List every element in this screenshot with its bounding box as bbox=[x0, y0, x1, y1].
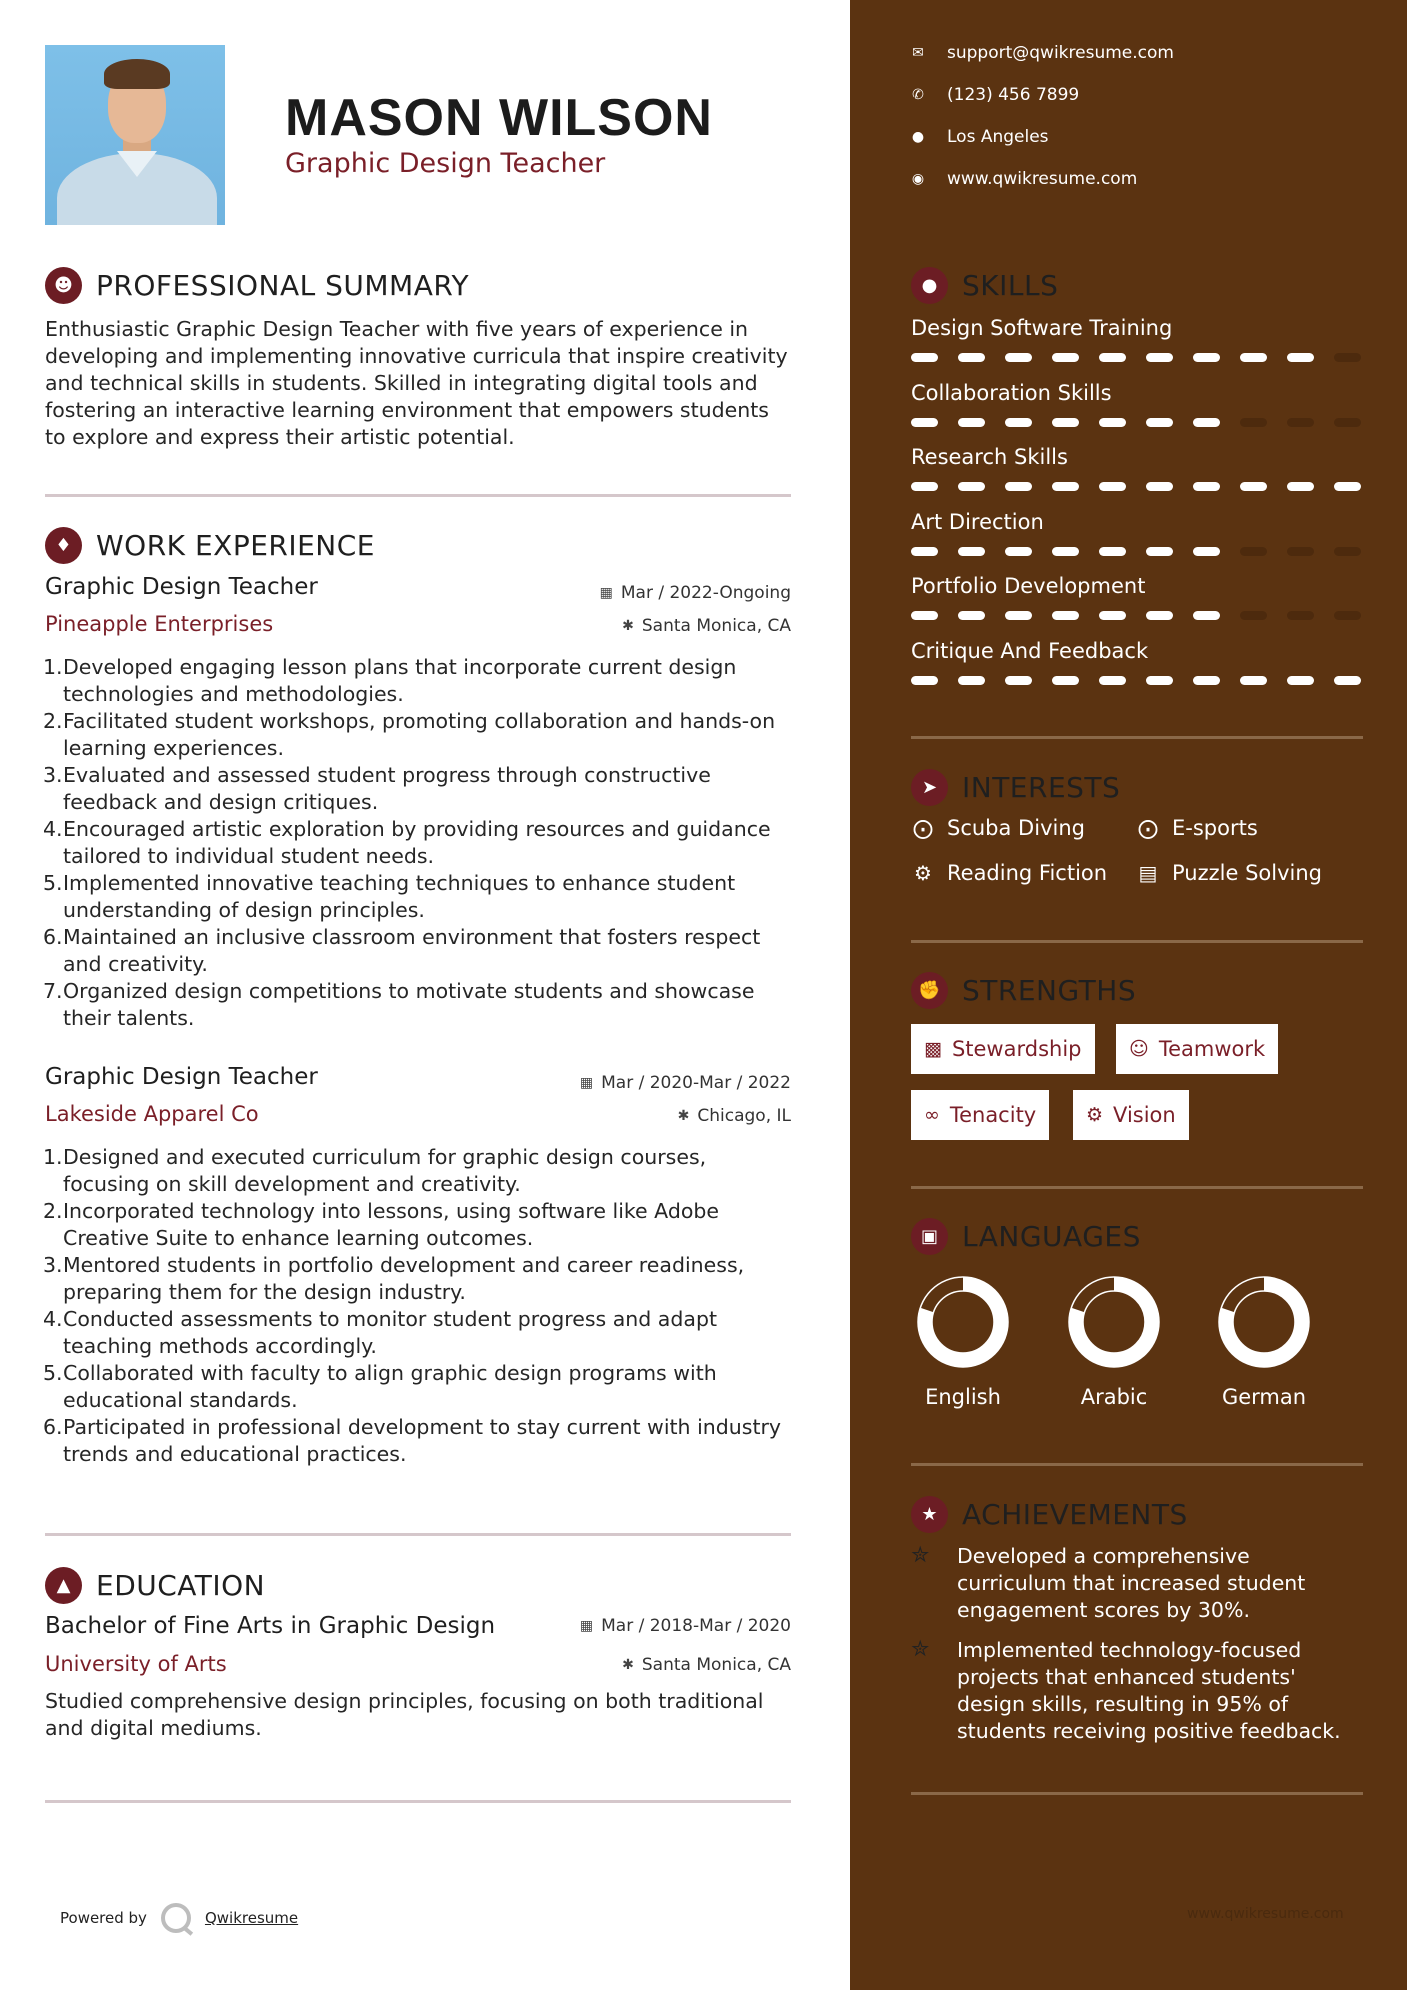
skill-name: Design Software Training bbox=[911, 316, 1173, 340]
skill-level-dash bbox=[1287, 353, 1314, 362]
strengths-header bbox=[911, 972, 1136, 1009]
qwikresume-logo-icon bbox=[161, 1903, 191, 1933]
education-date: ▦ Mar / 2018-Mar / 2020 bbox=[579, 1616, 791, 1636]
summary-header bbox=[45, 267, 469, 304]
pin-icon: ✱ bbox=[622, 618, 634, 634]
users-icon: ☺ bbox=[1129, 1038, 1149, 1060]
skill-level-dash bbox=[1099, 547, 1126, 556]
list-item: 1. Designed and executed curriculum for graphic design courses, focusing on skill development and creativity. bbox=[43, 1145, 707, 1196]
list-item: 2. Facilitated student workshops, promoting collaboration and hands-on learning experiences. bbox=[43, 709, 776, 760]
list-item: 2. Incorporated technology into lessons, using software like Adobe Creative Suite to enhance learning outcomes. bbox=[43, 1199, 719, 1250]
list-item: 6. Participated in professional development to stay current with industry trends and educational practices. bbox=[43, 1415, 782, 1466]
list-item: 3. Evaluated and assessed student progress through constructive feedback and design critiques. bbox=[43, 763, 711, 814]
skill-level-dash bbox=[1240, 482, 1267, 491]
briefcase-icon: ▩ bbox=[924, 1038, 942, 1060]
language-icon: ▣ bbox=[911, 1218, 948, 1255]
skill-level-dash bbox=[1334, 353, 1361, 362]
skill-level-dash bbox=[1005, 482, 1032, 491]
skill-level-dash bbox=[911, 547, 938, 556]
summary-text: Enthusiastic Graphic Design Teacher with five years of experience in developing and implementing innovative curricula that inspire creativity and technical skills in students. Skilled in integrating digital tools and fostering an interactive learning environment that empowers students to explore and express their artistic potential. bbox=[45, 317, 788, 449]
book-icon: ▤ bbox=[1138, 861, 1158, 885]
job-bullets bbox=[45, 654, 795, 1032]
list-item: 4. Conducted assessments to monitor student progress and adapt teaching methods accordingly. bbox=[43, 1307, 717, 1358]
divider bbox=[45, 494, 791, 497]
contact-location: ● Los Angeles bbox=[911, 127, 1049, 147]
skill-level-bar bbox=[911, 676, 1361, 685]
skill-level-bar bbox=[911, 482, 1361, 491]
skill-level-dash bbox=[911, 353, 938, 362]
skill-level-dash bbox=[911, 676, 938, 685]
user-icon: ☻ bbox=[45, 267, 82, 304]
achievement-item: ✮ Implemented technology-focused projects that enhanced students' design skills, resulting in 95% of students receiving positive feedback. bbox=[911, 1637, 1341, 1743]
interest-item: ⨀ Scuba Diving bbox=[913, 816, 1085, 840]
skill-level-dash bbox=[958, 611, 985, 620]
job-company: Lakeside Apparel Co bbox=[45, 1102, 259, 1126]
language-donut bbox=[1064, 1272, 1164, 1376]
job-bullets bbox=[45, 1144, 795, 1468]
skill-level-dash bbox=[1099, 482, 1126, 491]
skill-level-dash bbox=[1099, 418, 1126, 427]
skill-level-dash bbox=[1193, 418, 1220, 427]
strength-chip: ▩ Stewardship bbox=[911, 1024, 1095, 1074]
calendar-icon: ▦ bbox=[599, 585, 613, 601]
education-description: Studied comprehensive design principles, focusing on both traditional and digital mediums. bbox=[45, 1689, 764, 1740]
skill-level-dash bbox=[1005, 676, 1032, 685]
gamepad-icon: ⚙ bbox=[914, 861, 932, 885]
divider bbox=[45, 1800, 791, 1803]
experience-header bbox=[45, 527, 375, 564]
education-title: EDUCATION bbox=[96, 1569, 266, 1602]
skill-level-dash bbox=[1146, 353, 1173, 362]
interests-title: INTERESTS bbox=[962, 771, 1121, 804]
skill-level-bar bbox=[911, 611, 1361, 620]
skill-level-dash bbox=[1146, 676, 1173, 685]
star-icon: ✮ bbox=[911, 1543, 930, 1568]
watermark: www.qwikresume.com bbox=[1187, 1906, 1344, 1922]
skill-level-dash bbox=[1146, 611, 1173, 620]
skill-level-bar bbox=[911, 418, 1361, 427]
star-icon: ✮ bbox=[911, 1637, 930, 1662]
fist-icon: ✊ bbox=[911, 972, 948, 1009]
degree: Bachelor of Fine Arts in Graphic Design bbox=[45, 1613, 496, 1639]
language-name: German bbox=[1221, 1385, 1307, 1409]
map-pin-icon: ● bbox=[911, 129, 925, 145]
skill-level-dash bbox=[1052, 676, 1079, 685]
list-item: 6. Maintained an inclusive classroom environment that fosters respect and creativity. bbox=[43, 925, 761, 976]
skill-level-dash bbox=[958, 547, 985, 556]
skill-level-dash bbox=[958, 418, 985, 427]
interests-header bbox=[911, 769, 1120, 806]
skill-level-dash bbox=[958, 676, 985, 685]
skill-level-dash bbox=[1146, 547, 1173, 556]
list-item: 5. Implemented innovative teaching techniques to enhance student understanding of design principles. bbox=[43, 871, 736, 922]
summary-title: PROFESSIONAL SUMMARY bbox=[96, 269, 470, 302]
strength-chip: ⚙ Vision bbox=[1073, 1090, 1189, 1140]
candidate-role: Graphic Design Teacher bbox=[285, 148, 606, 179]
skill-level-dash bbox=[1240, 353, 1267, 362]
skill-level-dash bbox=[1287, 418, 1314, 427]
skill-level-dash bbox=[1052, 418, 1079, 427]
contact-email[interactable]: ✉ support@qwikresume.com bbox=[912, 43, 1174, 63]
graduate-icon: ▲ bbox=[45, 1567, 82, 1604]
list-item: 7. Organized design competitions to motivate students and showcase their talents. bbox=[43, 979, 755, 1030]
skill-level-dash bbox=[1193, 353, 1220, 362]
language-name: English bbox=[925, 1385, 1001, 1409]
chair-icon: ♦ bbox=[45, 527, 82, 564]
skill-level-dash bbox=[1287, 482, 1314, 491]
job-company: Pineapple Enterprises bbox=[45, 612, 274, 636]
skill-level-dash bbox=[1193, 611, 1220, 620]
skill-level-dash bbox=[1240, 418, 1267, 427]
pin-icon: ✱ bbox=[677, 1108, 690, 1124]
globe-icon: ◉ bbox=[911, 171, 925, 187]
strength-chip: ∞ Tenacity bbox=[911, 1090, 1049, 1140]
contact-website[interactable]: ◉ www.qwikresume.com bbox=[911, 169, 1138, 189]
job-date: ▦ Mar / 2022-Ongoing bbox=[599, 583, 791, 603]
job-title: Graphic Design Teacher bbox=[45, 1064, 318, 1090]
skill-level-bar bbox=[911, 353, 1361, 362]
skill-level-dash bbox=[1005, 611, 1032, 620]
list-item: 1. Developed engaging lesson plans that incorporate current design technologies and methodologies. bbox=[43, 655, 737, 706]
skill-level-dash bbox=[1099, 611, 1126, 620]
skill-level-dash bbox=[1005, 353, 1032, 362]
job-location: ✱ Santa Monica, CA bbox=[622, 616, 791, 636]
skill-level-dash bbox=[1052, 353, 1079, 362]
skill-name: Critique And Feedback bbox=[911, 638, 1149, 663]
skill-level-dash bbox=[1334, 611, 1361, 620]
envelope-icon: ✉ bbox=[912, 45, 924, 61]
strengths-title: STRENGTHS bbox=[962, 974, 1137, 1007]
divider bbox=[911, 736, 1363, 739]
skill-level-dash bbox=[1240, 547, 1267, 556]
skill-name: Art Direction bbox=[911, 509, 1044, 534]
divider bbox=[911, 1463, 1363, 1466]
binoculars-icon: ⚙ bbox=[1086, 1104, 1104, 1126]
phone-icon: ✆ bbox=[912, 87, 924, 103]
skill-level-dash bbox=[1240, 676, 1267, 685]
education-header bbox=[45, 1567, 265, 1604]
skill-level-dash bbox=[1005, 418, 1032, 427]
skill-level-dash bbox=[911, 482, 938, 491]
skills-title: SKILLS bbox=[962, 269, 1059, 302]
skill-name: Research Skills bbox=[911, 445, 1068, 469]
experience-title: WORK EXPERIENCE bbox=[96, 529, 375, 562]
language-donut bbox=[1214, 1272, 1314, 1376]
divider bbox=[911, 1792, 1363, 1795]
lightbulb-icon: ● bbox=[911, 267, 948, 304]
languages-header bbox=[911, 1218, 1141, 1255]
skill-level-dash bbox=[1334, 482, 1361, 491]
interest-item: ⚙ Reading Fiction bbox=[911, 861, 1107, 885]
skill-level-dash bbox=[1334, 547, 1361, 556]
strength-chip: ☺ Teamwork bbox=[1116, 1024, 1278, 1074]
paper-plane-icon: ➤ bbox=[911, 769, 948, 806]
skill-level-dash bbox=[1146, 418, 1173, 427]
skill-level-dash bbox=[911, 611, 938, 620]
achievements-header bbox=[911, 1496, 1188, 1533]
skill-level-dash bbox=[1193, 676, 1220, 685]
list-item: 4. Encouraged artistic exploration by providing resources and guidance tailored to individual student needs. bbox=[43, 817, 771, 868]
skill-level-dash bbox=[1287, 611, 1314, 620]
lifebuoy-icon: ⨀ bbox=[1138, 816, 1158, 840]
skill-level-dash bbox=[1334, 418, 1361, 427]
job-location: ✱ Chicago, IL bbox=[677, 1106, 791, 1126]
divider bbox=[911, 1186, 1363, 1189]
skills-header bbox=[911, 267, 1058, 304]
job-title: Graphic Design Teacher bbox=[45, 574, 318, 600]
contact-phone: ✆ (123) 456 7899 bbox=[912, 85, 1080, 105]
pin-icon: ✱ bbox=[622, 1657, 634, 1673]
skill-name: Portfolio Development bbox=[911, 574, 1146, 598]
skill-level-dash bbox=[1052, 482, 1079, 491]
skill-level-dash bbox=[1052, 547, 1079, 556]
link-icon: ∞ bbox=[924, 1104, 940, 1126]
skill-level-dash bbox=[1193, 482, 1220, 491]
skill-level-dash bbox=[1099, 353, 1126, 362]
achievement-item: ✮ Developed a comprehensive curriculum that increased student engagement scores by 30%. bbox=[911, 1543, 1306, 1622]
job-date: ▦ Mar / 2020-Mar / 2022 bbox=[579, 1073, 791, 1093]
skill-level-dash bbox=[958, 482, 985, 491]
education-location: ✱ Santa Monica, CA bbox=[622, 1655, 791, 1675]
language-name: Arabic bbox=[1080, 1385, 1148, 1409]
skill-level-dash bbox=[1334, 676, 1361, 685]
candidate-name: MASON WILSON bbox=[285, 89, 713, 147]
lifebuoy-icon: ⨀ bbox=[913, 816, 933, 840]
skill-level-dash bbox=[911, 418, 938, 427]
skill-level-dash bbox=[958, 353, 985, 362]
skill-level-dash bbox=[1240, 611, 1267, 620]
skill-level-dash bbox=[1193, 547, 1220, 556]
skill-level-dash bbox=[1005, 547, 1032, 556]
powered-by: Powered by Qwikresume bbox=[60, 1903, 298, 1933]
school: University of Arts bbox=[45, 1652, 227, 1676]
skill-level-dash bbox=[1052, 611, 1079, 620]
brand-link[interactable]: Qwikresume bbox=[204, 1909, 299, 1927]
skill-name: Collaboration Skills bbox=[911, 380, 1112, 405]
language-donut bbox=[913, 1272, 1013, 1376]
skill-level-bar bbox=[911, 547, 1361, 556]
divider bbox=[45, 1533, 791, 1536]
interest-item: ▤ Puzzle Solving bbox=[1136, 861, 1322, 885]
profile-photo bbox=[45, 45, 225, 225]
skill-level-dash bbox=[1287, 547, 1314, 556]
divider bbox=[911, 940, 1363, 943]
list-item: 3. Mentored students in portfolio development and career readiness, preparing them for the design industry. bbox=[43, 1253, 745, 1304]
calendar-icon: ▦ bbox=[579, 1618, 594, 1634]
languages-title: LANGUAGES bbox=[962, 1220, 1141, 1253]
skill-level-dash bbox=[1287, 676, 1314, 685]
skill-level-dash bbox=[1146, 482, 1173, 491]
achievements-title: ACHIEVEMENTS bbox=[962, 1498, 1188, 1531]
list-item: 5. Collaborated with faculty to align graphic design programs with educational standards. bbox=[43, 1361, 717, 1412]
interest-item: ⨀ E-sports bbox=[1138, 816, 1258, 840]
calendar-icon: ▦ bbox=[579, 1075, 594, 1091]
star-badge-icon: ★ bbox=[911, 1496, 948, 1533]
skill-level-dash bbox=[1099, 676, 1126, 685]
